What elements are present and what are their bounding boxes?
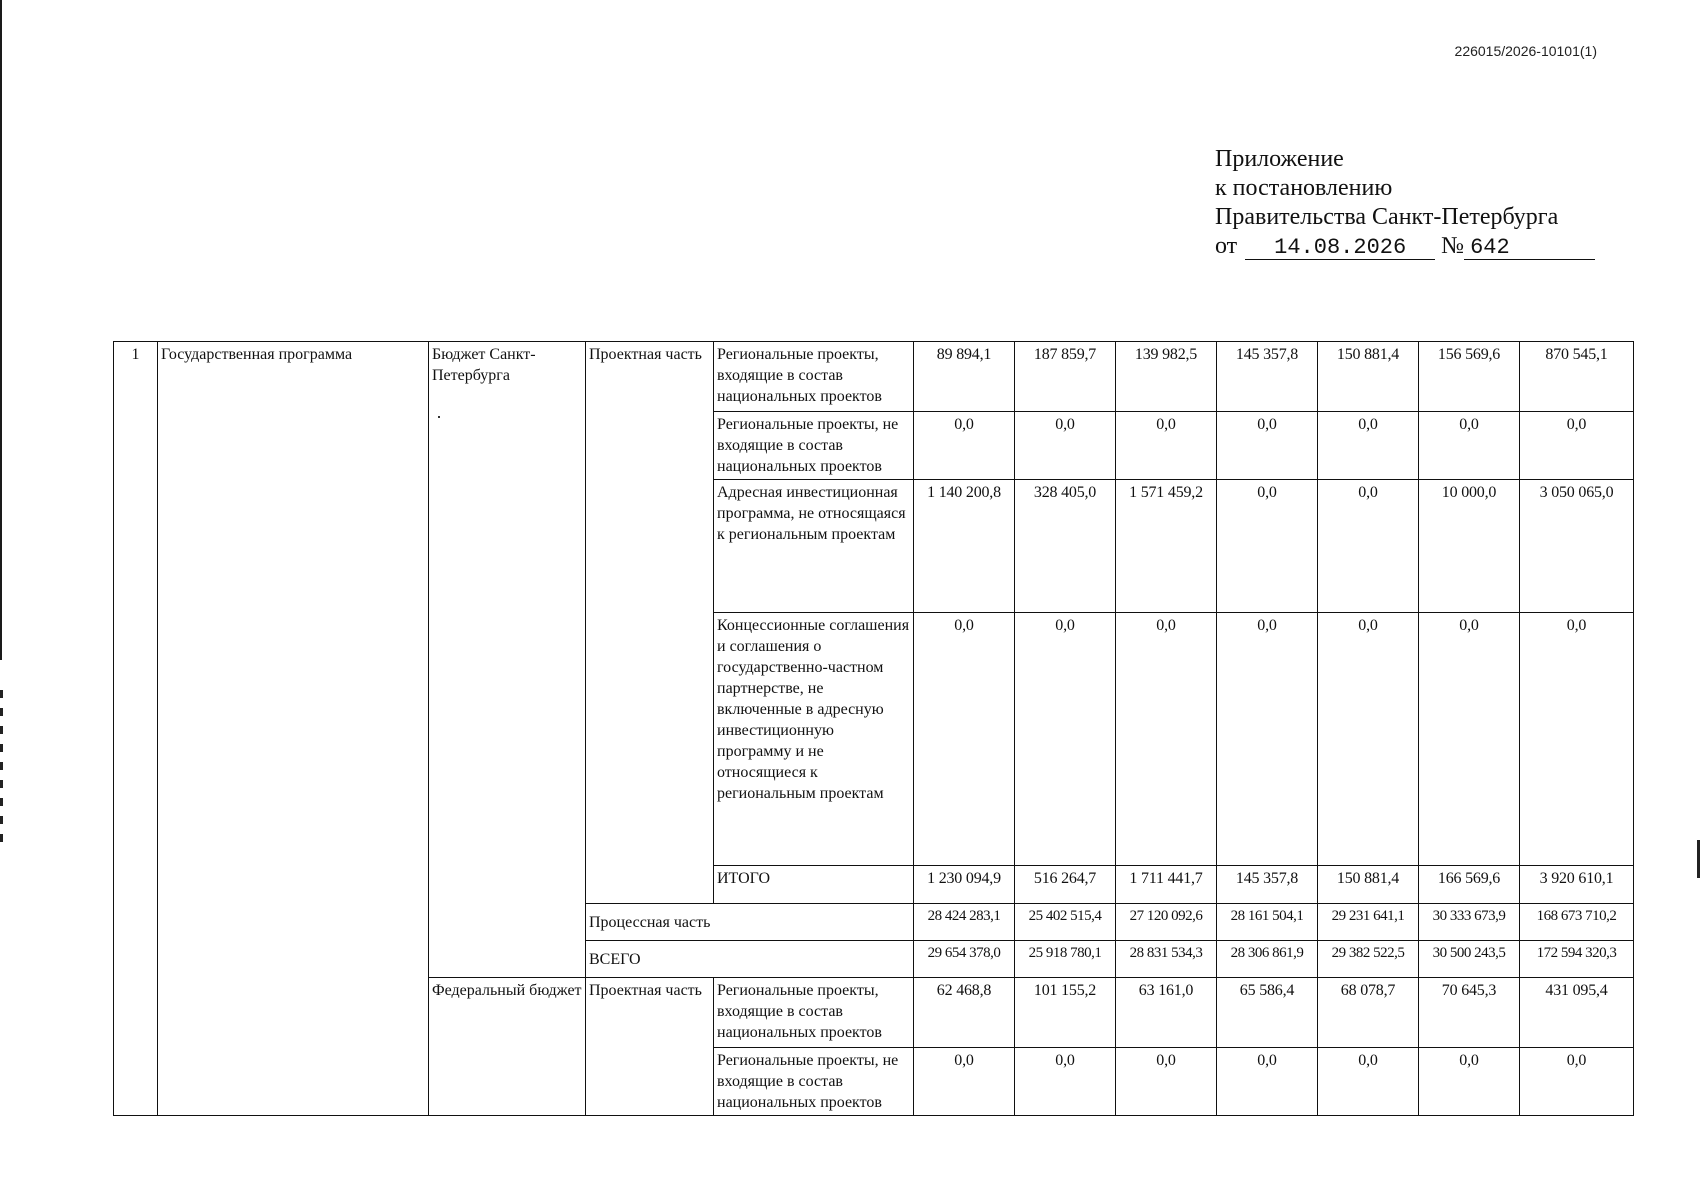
- scan-edge-left: [0, 0, 2, 660]
- value-cell: 29 382 522,5: [1318, 941, 1419, 978]
- value-cell: 150 881,4: [1318, 866, 1419, 904]
- row-label-fed-reg-non-nat: Региональные проекты, не входящие в состав национальных проектов: [714, 1048, 914, 1116]
- value-cell: 0,0: [914, 1048, 1015, 1116]
- value-cell: 65 586,4: [1217, 978, 1318, 1048]
- project-part-spb: Проектная часть: [586, 342, 714, 904]
- value-cell: 0,0: [1217, 480, 1318, 613]
- value-cell: 145 357,8: [1217, 866, 1318, 904]
- value-cell: 30 333 673,9: [1419, 904, 1520, 941]
- document-id-code: 226015/2026-10101(1): [1454, 43, 1597, 59]
- value-cell: 0,0: [1217, 412, 1318, 480]
- value-cell: 0,0: [1520, 613, 1634, 866]
- value-cell: 172 594 320,3: [1520, 941, 1634, 978]
- value-cell: 0,0: [1419, 1048, 1520, 1116]
- value-cell: 29 654 378,0: [914, 941, 1015, 978]
- value-cell: 1 230 094,9: [914, 866, 1015, 904]
- row-label-vsego: ВСЕГО: [586, 941, 914, 978]
- appendix-title: Приложение: [1215, 146, 1344, 172]
- value-cell: 0,0: [914, 613, 1015, 866]
- decree-date: 14.08.2026: [1245, 237, 1435, 260]
- value-cell: 0,0: [1217, 1048, 1318, 1116]
- value-cell: 0,0: [1015, 1048, 1116, 1116]
- value-cell: 156 569,6: [1419, 342, 1520, 412]
- value-cell: 168 673 710,2: [1520, 904, 1634, 941]
- value-cell: 0,0: [1015, 613, 1116, 866]
- row-label-aip: Адресная инвестиционная программа, не относящаяся к региональным проектам: [714, 480, 914, 613]
- value-cell: 0,0: [914, 412, 1015, 480]
- value-cell: 27 120 092,6: [1116, 904, 1217, 941]
- source-federal-budget: Федеральный бюджет: [429, 978, 586, 1116]
- value-cell: 328 405,0: [1015, 480, 1116, 613]
- value-cell: 68 078,7: [1318, 978, 1419, 1048]
- source-spb-budget: Бюджет Санкт-Петербурга: [429, 342, 586, 978]
- from-label: от: [1215, 233, 1238, 259]
- appendix-issuer: Правительства Санкт-Петербурга: [1215, 204, 1559, 230]
- program-name: Государственная программа: [158, 342, 429, 1116]
- value-cell: 25 918 780,1: [1015, 941, 1116, 978]
- row-label-process: Процессная часть: [586, 904, 914, 941]
- value-cell: 1 711 441,7: [1116, 866, 1217, 904]
- value-cell: 89 894,1: [914, 342, 1015, 412]
- scan-marks-left: [0, 690, 3, 870]
- value-cell: 70 645,3: [1419, 978, 1520, 1048]
- appendix-reference: к постановлению: [1215, 175, 1393, 201]
- number-label: №: [1441, 233, 1465, 259]
- value-cell: 0,0: [1015, 412, 1116, 480]
- value-cell: 0,0: [1116, 412, 1217, 480]
- table-row: [114, 342, 1634, 412]
- row-label-reg-nat: Региональные проекты, входящие в состав национальных проектов: [714, 342, 914, 412]
- row-label-itogo: ИТОГО: [714, 866, 914, 904]
- budget-table: [113, 341, 1634, 1116]
- decree-number: 642: [1464, 237, 1595, 260]
- value-cell: 0,0: [1318, 480, 1419, 613]
- row-index: 1: [114, 342, 158, 1116]
- value-cell: 431 095,4: [1520, 978, 1634, 1048]
- value-cell: 139 982,5: [1116, 342, 1217, 412]
- value-cell: 0,0: [1419, 412, 1520, 480]
- row-label-reg-non-nat: Региональные проекты, не входящие в состав национальных проектов: [714, 412, 914, 480]
- value-cell: 10 000,0: [1419, 480, 1520, 613]
- value-cell: 62 468,8: [914, 978, 1015, 1048]
- value-cell: 1 571 459,2: [1116, 480, 1217, 613]
- row-label-concession: Концессионные соглашения и соглашения о государственно-частном партнерстве, не включенные в адресную инвестиционную программу и не относящиеся к региональным проектам: [714, 613, 914, 866]
- appendix-header: [1215, 145, 1595, 261]
- value-cell: 0,0: [1419, 613, 1520, 866]
- project-part-federal: Проектная часть: [586, 978, 714, 1116]
- value-cell: 28 306 861,9: [1217, 941, 1318, 978]
- value-cell: 145 357,8: [1217, 342, 1318, 412]
- value-cell: 187 859,7: [1015, 342, 1116, 412]
- row-label-fed-reg-nat: Региональные проекты, входящие в состав национальных проектов: [714, 978, 914, 1048]
- value-cell: 0,0: [1116, 613, 1217, 866]
- value-cell: 30 500 243,5: [1419, 941, 1520, 978]
- value-cell: 28 424 283,1: [914, 904, 1015, 941]
- value-cell: 3 050 065,0: [1520, 480, 1634, 613]
- value-cell: 0,0: [1217, 613, 1318, 866]
- value-cell: 29 231 641,1: [1318, 904, 1419, 941]
- value-cell: 150 881,4: [1318, 342, 1419, 412]
- value-cell: 0,0: [1520, 1048, 1634, 1116]
- value-cell: 28 161 504,1: [1217, 904, 1318, 941]
- appendix-date-line: [1215, 232, 1595, 261]
- value-cell: 0,0: [1318, 613, 1419, 866]
- value-cell: 166 569,6: [1419, 866, 1520, 904]
- value-cell: 516 264,7: [1015, 866, 1116, 904]
- value-cell: 0,0: [1318, 412, 1419, 480]
- value-cell: 63 161,0: [1116, 978, 1217, 1048]
- value-cell: 101 155,2: [1015, 978, 1116, 1048]
- value-cell: 0,0: [1520, 412, 1634, 480]
- value-cell: 3 920 610,1: [1520, 866, 1634, 904]
- value-cell: 0,0: [1318, 1048, 1419, 1116]
- value-cell: 870 545,1: [1520, 342, 1634, 412]
- value-cell: 1 140 200,8: [914, 480, 1015, 613]
- value-cell: 25 402 515,4: [1015, 904, 1116, 941]
- value-cell: 0,0: [1116, 1048, 1217, 1116]
- value-cell: 28 831 534,3: [1116, 941, 1217, 978]
